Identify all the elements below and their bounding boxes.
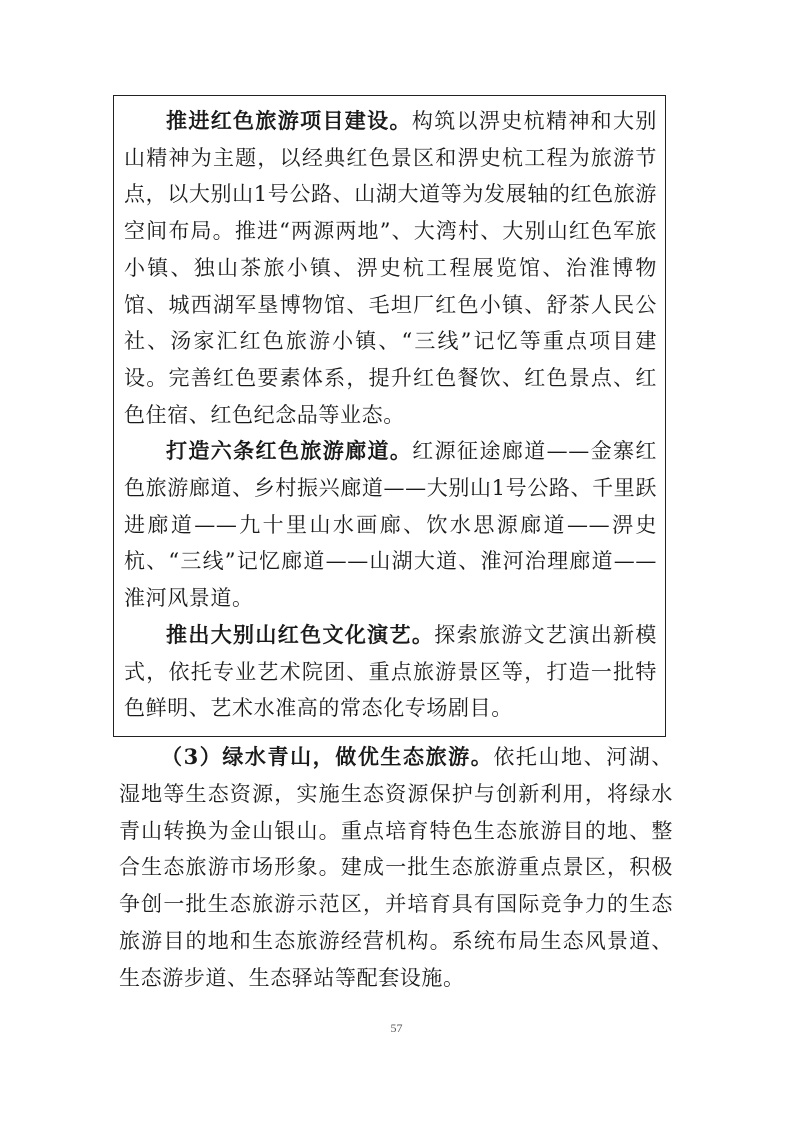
section-text: 依托山地、河湖、湿地等生态资源，实施生态资源保护与创新利用，将绿水青山转换为金山银山。重点培育特色生态旅游目的地、整合生态旅游市场形象。建成一批生态旅游重点景区，积极争创一批生态旅游示范区，并培育具有国际竞争力的生态旅游目的地和生态旅游经营机构。系统布局生态风景道、生态游步道、生态驿站等配套设施。 — [119, 745, 673, 990]
paragraph-heading: 打造六条红色旅游廊道。 — [166, 438, 413, 464]
paragraph-heading: 推出大别山红色文化演艺。 — [166, 621, 435, 647]
box-paragraph-six-corridors — [124, 433, 657, 617]
paragraph-text: 红源征途廊道——金寨红色旅游廊道、乡村振兴廊道——大别山1号公路、千里跃进廊道——九十里山水画廊、饮水思源廊道——淠史杭、“三线”记忆廊道——山湖大道、淮河治理廊道——淮河风景道。 — [124, 439, 657, 611]
section-heading: （3）绿水青山，做优生态旅游。 — [161, 744, 494, 769]
paragraph-text: 探索旅游文艺演出新模式，依托专业艺术院团、重点旅游景区等，打造一批特色鲜明、艺术水准高的常态化专场剧目。 — [124, 622, 658, 721]
box-paragraph-cultural-performance — [124, 617, 657, 727]
body-section — [113, 737, 673, 997]
highlight-box — [113, 95, 666, 737]
section-paragraph-eco-tourism — [119, 739, 673, 997]
paragraph-text: 构筑以淠史杭精神和大别山精神为主题，以经典红色景区和淠史杭工程为旅游节点，以大别山1号公路、山湖大道等为发展轴的红色旅游空间布局。推进“两源两地”、大湾村、大别山红色军旅小镇、独山茶旅小镇、淠史杭工程展览馆、治淮博物馆、城西湖军垦博物馆、毛坦厂红色小镇、舒茶人民公社、汤家汇红色旅游小镇、“三线”记忆等重点项目建设。完善红色要素体系，提升红色餐饮、红色景点、红色住宿、红色纪念品等业态。 — [124, 109, 657, 427]
page-number: 57 — [390, 1021, 403, 1035]
box-paragraph-project-construction — [124, 103, 657, 433]
paragraph-heading: 推进红色旅游项目建设。 — [166, 108, 412, 133]
